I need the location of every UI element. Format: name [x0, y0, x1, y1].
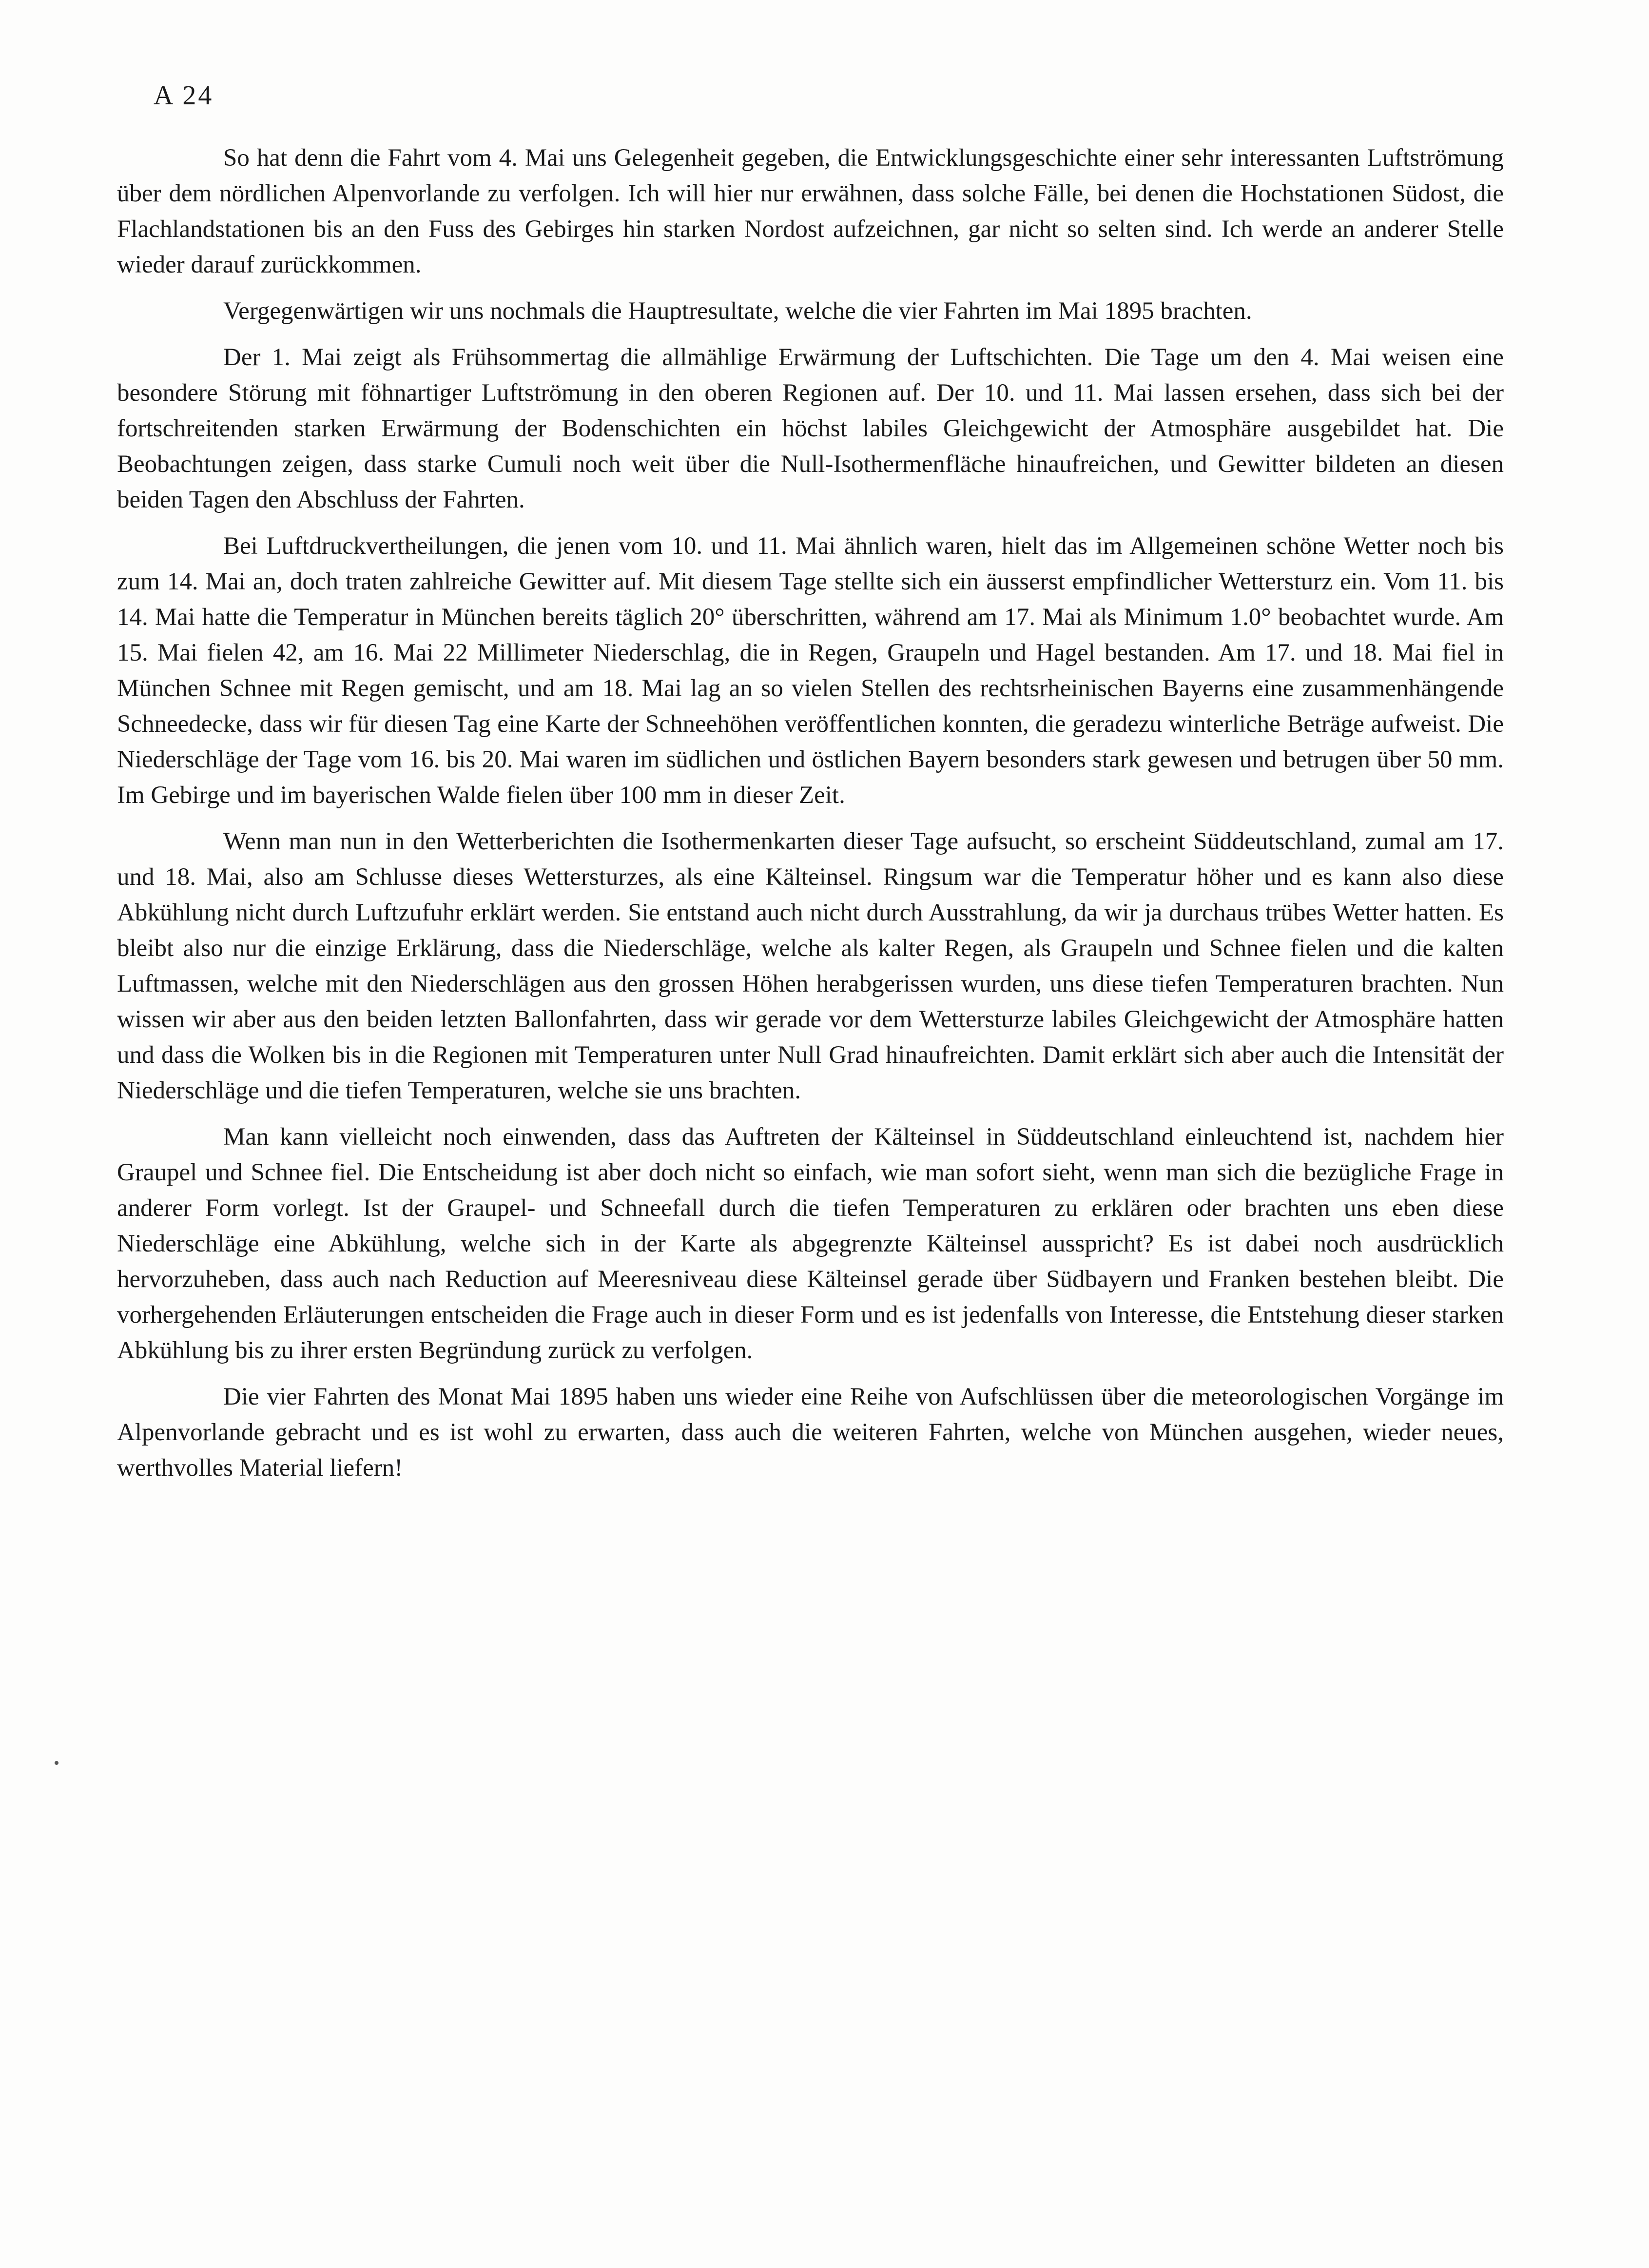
- paragraph-4: Bei Luftdruckvertheilungen, die jenen vom 10. und 11. Mai ähnlich waren, hielt das im Allgemeinen schöne Wetter noch bis zum 14. Mai an, doch traten zahlreiche Gewitter auf. Mit diesem Tage stellte sich ein äusserst empfindlicher Wettersturz ein. Vom 11. bis 14. Mai hatte die Temperatur in München bereits täglich 20° überschritten, während am 17. Mai als Minimum 1.0° beobachtet wurde. Am 15. Mai fielen 42, am 16. Mai 22 Millimeter Niederschlag, die in Regen, Graupeln und Hagel bestanden. Am 17. und 18. Mai fiel in München Schnee mit Regen gemischt, und am 18. Mai lag an so vielen Stellen des rechtsrheinischen Bayerns eine zusammenhängende Schneedecke, dass wir für diesen Tag eine Karte der Schneehöhen veröffentlichen konnten, die geradezu winterliche Beträge aufweist. Die Niederschläge der Tage vom 16. bis 20. Mai waren im südlichen und östlichen Bayern besonders stark gewesen und betrugen über 50 mm. Im Gebirge und im bayerischen Walde fielen über 100 mm in dieser Zeit.: [117, 532, 1504, 809]
- paragraph-6: Man kann vielleicht noch einwenden, dass das Auftreten der Kälteinsel in Süddeutschland einleuchtend ist, nachdem hier Graupel und Schnee fiel. Die Entscheidung ist aber doch nicht so einfach, wie man sofort sieht, wenn man sich die bezügliche Frage in anderer Form vorlegt. Ist der Graupel- und Schneefall durch die tiefen Temperaturen zu erklären oder brachten uns eben diese Niederschläge eine Abkühlung, welche sich in der Karte als abgegrenzte Kälteinsel ausspricht? Es ist dabei noch ausdrücklich hervorzuheben, dass auch nach Reduction auf Meeresniveau diese Kälteinsel gerade über Südbayern und Franken bestehen bleibt. Die vorhergehenden Erläuterungen entscheiden die Frage auch in dieser Form und es ist jedenfalls von Interesse, die Entstehung dieser starken Abkühlung bis zu ihrer ersten Begründung zurück zu verfolgen.: [117, 1123, 1504, 1364]
- paragraph-1: So hat denn die Fahrt vom 4. Mai uns Gelegenheit gegeben, die Entwicklungsgeschichte einer sehr interessanten Luftströmung über dem nördlichen Alpenvorlande zu verfolgen. Ich will hier nur erwähnen, dass solche Fälle, bei denen die Hochstationen Südost, die Flachlandstationen bis an den Fuss des Gebirges hin starken Nordost aufzeichnen, gar nicht so selten sind. Ich werde an anderer Stelle wieder darauf zurückkommen.: [117, 144, 1504, 278]
- paragraph-7: Die vier Fahrten des Monat Mai 1895 haben uns wieder eine Reihe von Aufschlüssen über die meteorologischen Vorgänge im Alpenvorlande gebracht und es ist wohl zu erwarten, dass auch die weiteren Fahrten, welche von München ausgehen, wieder neues, werthvolles Material liefern!: [117, 1383, 1504, 1482]
- paragraph-2: Vergegenwärtigen wir uns nochmals die Hauptresultate, welche die vier Fahrten im Mai 1895 brachten.: [223, 297, 1252, 325]
- body-text: [117, 140, 1504, 1497]
- page-number: A 24: [154, 80, 214, 111]
- paragraph-3: Der 1. Mai zeigt als Frühsommertag die allmählige Erwärmung der Luftschichten. Die Tage um den 4. Mai weisen eine besondere Störung mit föhnartiger Luftströmung in den oberen Regionen auf. Der 10. und 11. Mai lassen ersehen, dass sich bei der fortschreitenden starken Erwärmung der Bodenschichten ein höchst labiles Gleichgewicht der Atmosphäre ausgebildet hat. Die Beobachtungen zeigen, dass starke Cumuli noch weit über die Null-Isothermenfläche hinaufreichen, und Gewitter bildeten an diesen beiden Tagen den Abschluss der Fahrten.: [117, 344, 1504, 513]
- scan-speck: [55, 1761, 58, 1765]
- paragraph-5: Wenn man nun in den Wetterberichten die Isothermenkarten dieser Tage aufsucht, so erscheint Süddeutschland, zumal am 17. und 18. Mai, also am Schlusse dieses Wettersturzes, als eine Kälteinsel. Ringsum war die Temperatur höher und es kann also diese Abkühlung nicht durch Luftzufuhr erklärt werden. Sie entstand auch nicht durch Ausstrahlung, da wir ja durchaus trübes Wetter hatten. Es bleibt also nur die einzige Erklärung, dass die Niederschläge, welche als kalter Regen, als Graupeln und Schnee fielen und die kalten Luftmassen, welche mit den Niederschlägen aus den grossen Höhen herabgerissen wurden, uns diese tiefen Temperaturen brachten. Nun wissen wir aber aus den beiden letzten Ballonfahrten, dass wir gerade vor dem Wettersturze labiles Gleichgewicht der Atmosphäre hatten und dass die Wolken bis in die Regionen mit Temperaturen unter Null Grad hinaufreichten. Damit erklärt sich aber auch die Intensität der Niederschläge und die tiefen Temperaturen, welche sie uns brachten.: [117, 828, 1504, 1104]
